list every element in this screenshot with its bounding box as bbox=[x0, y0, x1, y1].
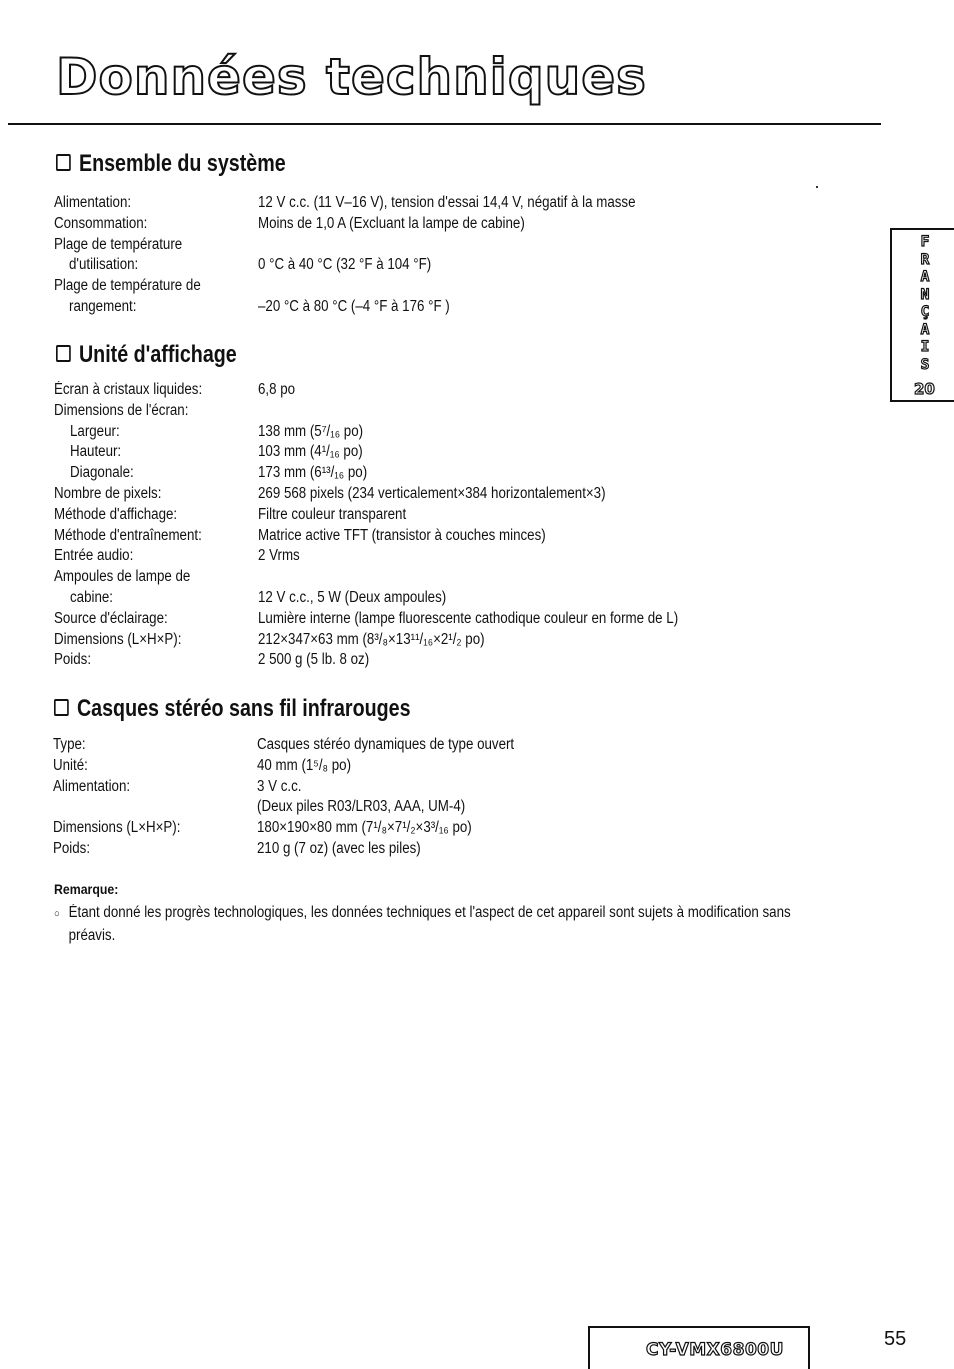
page-title: Données techniques bbox=[56, 48, 647, 106]
bullet-circle-icon: ○ bbox=[54, 908, 60, 920]
spec-label: Dimensions (L×H×P): bbox=[53, 819, 181, 837]
spec-label: Alimentation: bbox=[53, 777, 131, 795]
spec-value: 6,8 po bbox=[258, 381, 296, 398]
spec-label: rangement: bbox=[69, 298, 137, 315]
spec-value: 180×190×80 mm (7¹/₈×7¹/₂×3³/₁₆ po) bbox=[257, 819, 472, 837]
language-tab-page-number: 20 bbox=[914, 380, 935, 398]
speck bbox=[816, 186, 818, 188]
spec-value: 12 V c.c. (11 V–16 V), tension d'essai 14,4 V, négatif à la masse bbox=[258, 194, 636, 211]
spec-label: Ampoules de lampe de bbox=[54, 568, 191, 586]
spec-label: Largeur: bbox=[70, 422, 120, 440]
page-number: 55 bbox=[884, 1328, 907, 1350]
section-heading-systeme: Ensemble du système bbox=[56, 150, 286, 178]
spec-value: 2 Vrms bbox=[258, 547, 300, 565]
section-heading-casques: Casques stéréo sans fil infrarouges bbox=[54, 695, 411, 723]
spec-label: Consommation: bbox=[54, 214, 148, 232]
spec-label: Unité: bbox=[53, 756, 88, 774]
spec-label: cabine: bbox=[70, 589, 113, 606]
spec-value: (Deux piles R03/LR03, AAA, UM-4) bbox=[257, 798, 466, 816]
spec-label: Méthode d'affichage: bbox=[54, 505, 178, 523]
spec-label: Poids: bbox=[53, 840, 91, 857]
spec-value: 210 g (7 oz) (avec les piles) bbox=[257, 840, 421, 857]
title-rule bbox=[8, 123, 881, 125]
spec-value: Matrice active TFT (transistor à couches minces) bbox=[258, 526, 546, 544]
spec-label: Source d'éclairage: bbox=[54, 609, 168, 627]
spec-value: Filtre couleur transparent bbox=[258, 505, 407, 523]
spec-value: 103 mm (4¹/₁₆ po) bbox=[258, 443, 363, 461]
spec-label: Dimensions de l'écran: bbox=[54, 401, 189, 419]
checkbox-square-icon bbox=[54, 699, 69, 716]
spec-value: Lumière interne (lampe fluorescente cathodique couleur en forme de L) bbox=[258, 609, 679, 627]
spec-value: Casques stéréo dynamiques de type ouvert bbox=[257, 736, 515, 753]
spec-label: Méthode d'entraînement: bbox=[54, 526, 202, 544]
checkbox-square-icon bbox=[56, 154, 71, 171]
spec-label: Écran à cristaux liquides: bbox=[54, 381, 203, 398]
spec-label: Entrée audio: bbox=[54, 547, 134, 565]
model-box bbox=[588, 1326, 810, 1369]
spec-value: 12 V c.c., 5 W (Deux ampoules) bbox=[258, 589, 447, 606]
remark-text: ○ Étant donné les progrès technologiques, les données techniques et l'aspect de cet appareil sont sujets à modification sans préavis. bbox=[54, 904, 791, 944]
language-side-tab bbox=[890, 228, 954, 402]
checkbox-square-icon bbox=[56, 345, 71, 362]
spec-value: –20 °C à 80 °C (–4 °F à 176 °F ) bbox=[258, 298, 450, 315]
spec-label: Plage de température bbox=[54, 235, 183, 253]
spec-value: 0 °C à 40 °C (32 °F à 104 °F) bbox=[258, 256, 432, 274]
spec-label: Alimentation: bbox=[54, 194, 132, 211]
spec-value: 138 mm (5⁷/₁₆ po) bbox=[258, 422, 364, 440]
spec-value: 2 500 g (5 lb. 8 oz) bbox=[258, 651, 370, 669]
section-heading-affichage: Unité d'affichage bbox=[56, 341, 237, 369]
spec-value: 212×347×63 mm (8³/₈×13¹¹/₁₆×2¹/₂ po) bbox=[258, 630, 485, 648]
spec-value: 3 V c.c. bbox=[257, 777, 302, 795]
spec-label: Plage de température de bbox=[54, 277, 201, 295]
spec-value: 173 mm (6¹³/₁₆ po) bbox=[258, 464, 368, 482]
spec-value: 40 mm (1⁵/₈ po) bbox=[257, 756, 352, 774]
remark-heading: Remarque: bbox=[54, 881, 119, 897]
spec-label: d'utilisation: bbox=[69, 256, 139, 274]
model-name: CY-VMX6800U bbox=[646, 1340, 784, 1360]
spec-label: Nombre de pixels: bbox=[54, 485, 162, 502]
spec-label: Hauteur: bbox=[70, 443, 122, 461]
spec-label: Diagonale: bbox=[70, 464, 134, 482]
spec-label: Dimensions (L×H×P): bbox=[54, 630, 182, 648]
spec-value: 269 568 pixels (234 verticalement×384 horizontalement×3) bbox=[258, 485, 606, 502]
spec-value: Moins de 1,0 A (Excluant la lampe de cabine) bbox=[258, 214, 525, 232]
spec-label: Type: bbox=[53, 736, 86, 753]
language-tab-letters: F R A N Ç A I S bbox=[920, 234, 930, 373]
spec-label: Poids: bbox=[54, 651, 92, 669]
